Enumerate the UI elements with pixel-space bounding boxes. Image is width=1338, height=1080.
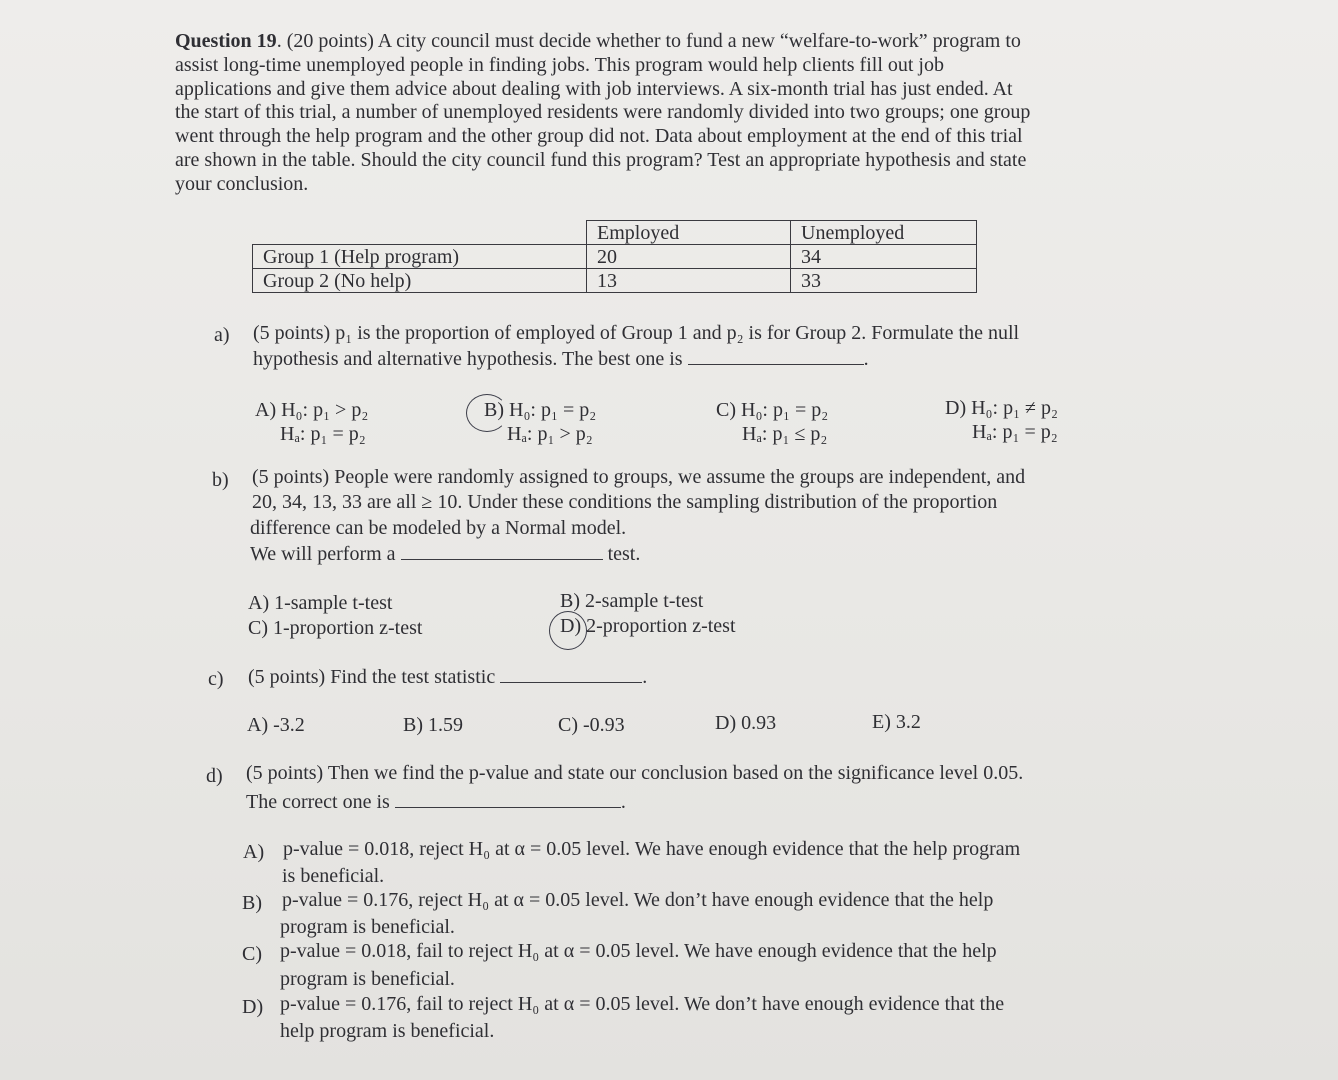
part-c-option-e[interactable]: E) 3.2 [872,711,921,733]
table-cell-group1: Group 1 (Help program) [253,245,587,269]
part-b-option-c[interactable]: C) 1-proportion z-test [248,617,423,639]
question-line-3: applications and give them advice about dealing with job interviews. A six-month trial has just ended. At [175,77,1013,100]
part-c-option-a[interactable]: A) -3.2 [247,714,305,736]
part-a-option-c[interactable] [716,398,828,422]
question-text [175,30,1095,197]
table-cell-group2-employed: 13 [587,269,791,293]
part-c-option-b[interactable]: B) 1.59 [403,714,463,736]
question-line-6: are shown in the table. Should the city council fund this program? Test an appropriate hypothesis and state [175,148,1027,171]
part-a-line-2-text: hypothesis and alternative hypothesis. The best one is [253,348,683,370]
question-heading: Question 19 [175,30,277,52]
table-cell-group1-employed: 20 [587,245,791,269]
part-c-line-1-text: (5 points) Find the test statistic [248,666,496,688]
part-d-option-a[interactable]: p-value = 0.018, reject H₀ at α = 0.05 level. We have enough evidence that the help program [283,838,1021,860]
part-d-option-a-label: A) [243,841,265,863]
part-a-option-d[interactable] [945,396,1058,420]
part-c-answer-blank[interactable] [500,664,642,683]
table-header-row [253,221,977,245]
option-label: D) [945,397,967,419]
part-a-option-b-ha: Hₐ: p₁ > p₂ [507,423,593,445]
option-h0: H₀: p₁ ≠ p₂ [971,397,1059,419]
question-line-2: assist long-time unemployed people in finding jobs. This program would help clients fill out job [175,53,944,76]
table-header-unemployed: Unemployed [791,221,977,245]
option-h0: H₀: p₁ = p₂ [509,399,597,421]
option-label: C) [716,399,736,421]
question-line-5: went through the help program and the other group did not. Data about employment at the end of this trial [175,125,1023,148]
part-d-letter: d) [206,765,223,787]
part-d-option-b-label: B) [242,892,262,914]
part-a-line-1: (5 points) p₁ is the proportion of employed of Group 1 and p₂ is for Group 2. Formulate the null [253,322,1020,344]
part-d-line-1: (5 points) Then we find the p-value and state our conclusion based on the significance level 0.05. [246,762,1024,784]
employment-table [252,220,977,293]
part-a-option-d-ha: Hₐ: p₁ = p₂ [972,421,1058,443]
table-cell-group1-unemployed: 34 [791,245,977,269]
question-line-7: your conclusion. [175,172,309,195]
part-b-answer-blank[interactable] [401,541,603,560]
question-line-4: the start of this trial, a number of unemployed residents were randomly divided into two groups; one group [175,101,1031,124]
option-h0: H₀: p₁ > p₂ [281,399,369,421]
part-d-option-b[interactable]: p-value = 0.176, reject H₀ at α = 0.05 level. We don’t have enough evidence that the help [282,889,994,911]
option-h0: H₀: p₁ = p₂ [741,399,829,421]
part-d-answer-blank[interactable] [395,789,621,808]
option-label: A) [255,399,277,421]
part-d-line-2-text: The correct one is [246,791,390,813]
part-a-option-c-ha: Hₐ: p₁ ≤ p₂ [742,423,828,445]
part-a-option-b[interactable] [484,398,596,422]
table-row [253,245,977,269]
part-d-option-d[interactable]: p-value = 0.176, fail to reject H₀ at α = 0.05 level. We don’t have enough evidence that the [280,993,1005,1015]
part-d-option-d-cont: help program is beneficial. [280,1020,495,1042]
question-line-1: . (20 points) A city council must decide whether to fund a new “welfare-to-work” program to [276,30,1021,52]
part-d-option-c[interactable]: p-value = 0.018, fail to reject H₀ at α = 0.05 level. We have enough evidence that the help [280,940,997,962]
part-b-line-2: 20, 34, 13, 33 are all ≥ 10. Under these conditions the sampling distribution of the proportion [252,491,998,513]
part-b-line-4 [250,541,640,566]
table-cell-group2: Group 2 (No help) [253,269,587,293]
table-row [253,269,977,293]
table-corner-cell [253,221,587,245]
part-a-letter: a) [214,324,230,346]
part-d-line-2: The correct one is . [246,791,626,813]
part-c-option-d[interactable]: D) 0.93 [715,712,777,734]
part-d-option-d-label: D) [242,996,264,1018]
part-b-option-d[interactable]: D) 2-proportion z-test [560,615,736,637]
part-c-option-c[interactable]: C) -0.93 [558,714,625,736]
part-a-line-2: hypothesis and alternative hypothesis. The best one is . [253,348,869,370]
part-d-option-c-label: C) [242,943,262,965]
part-d-option-b-cont: program is beneficial. [280,916,455,938]
part-d-option-c-cont: program is beneficial. [280,968,455,990]
table-cell-group2-unemployed: 33 [791,269,977,293]
part-a-answer-blank[interactable] [688,346,864,365]
part-c-line-1: (5 points) Find the test statistic . [248,666,648,688]
part-b-option-b[interactable]: B) 2-sample t-test [560,590,704,612]
part-b-line-3: difference can be modeled by a Normal model. [250,517,627,539]
part-b-line-1: (5 points) People were randomly assigned to groups, we assume the groups are independent, and [252,466,1026,488]
table-header-employed: Employed [587,221,791,245]
part-b-option-a[interactable]: A) 1-sample t-test [248,592,393,614]
option-label: B) [484,399,504,421]
part-b-line-4-end: test. [607,543,641,565]
part-a-option-a[interactable] [255,398,368,422]
part-d-option-a-cont: is beneficial. [282,865,385,887]
part-a-option-a-ha: Hₐ: p₁ = p₂ [280,423,366,445]
part-b-line-4-text: We will perform a [250,543,396,565]
part-c-letter: c) [208,668,224,690]
part-b-letter: b) [212,469,229,491]
